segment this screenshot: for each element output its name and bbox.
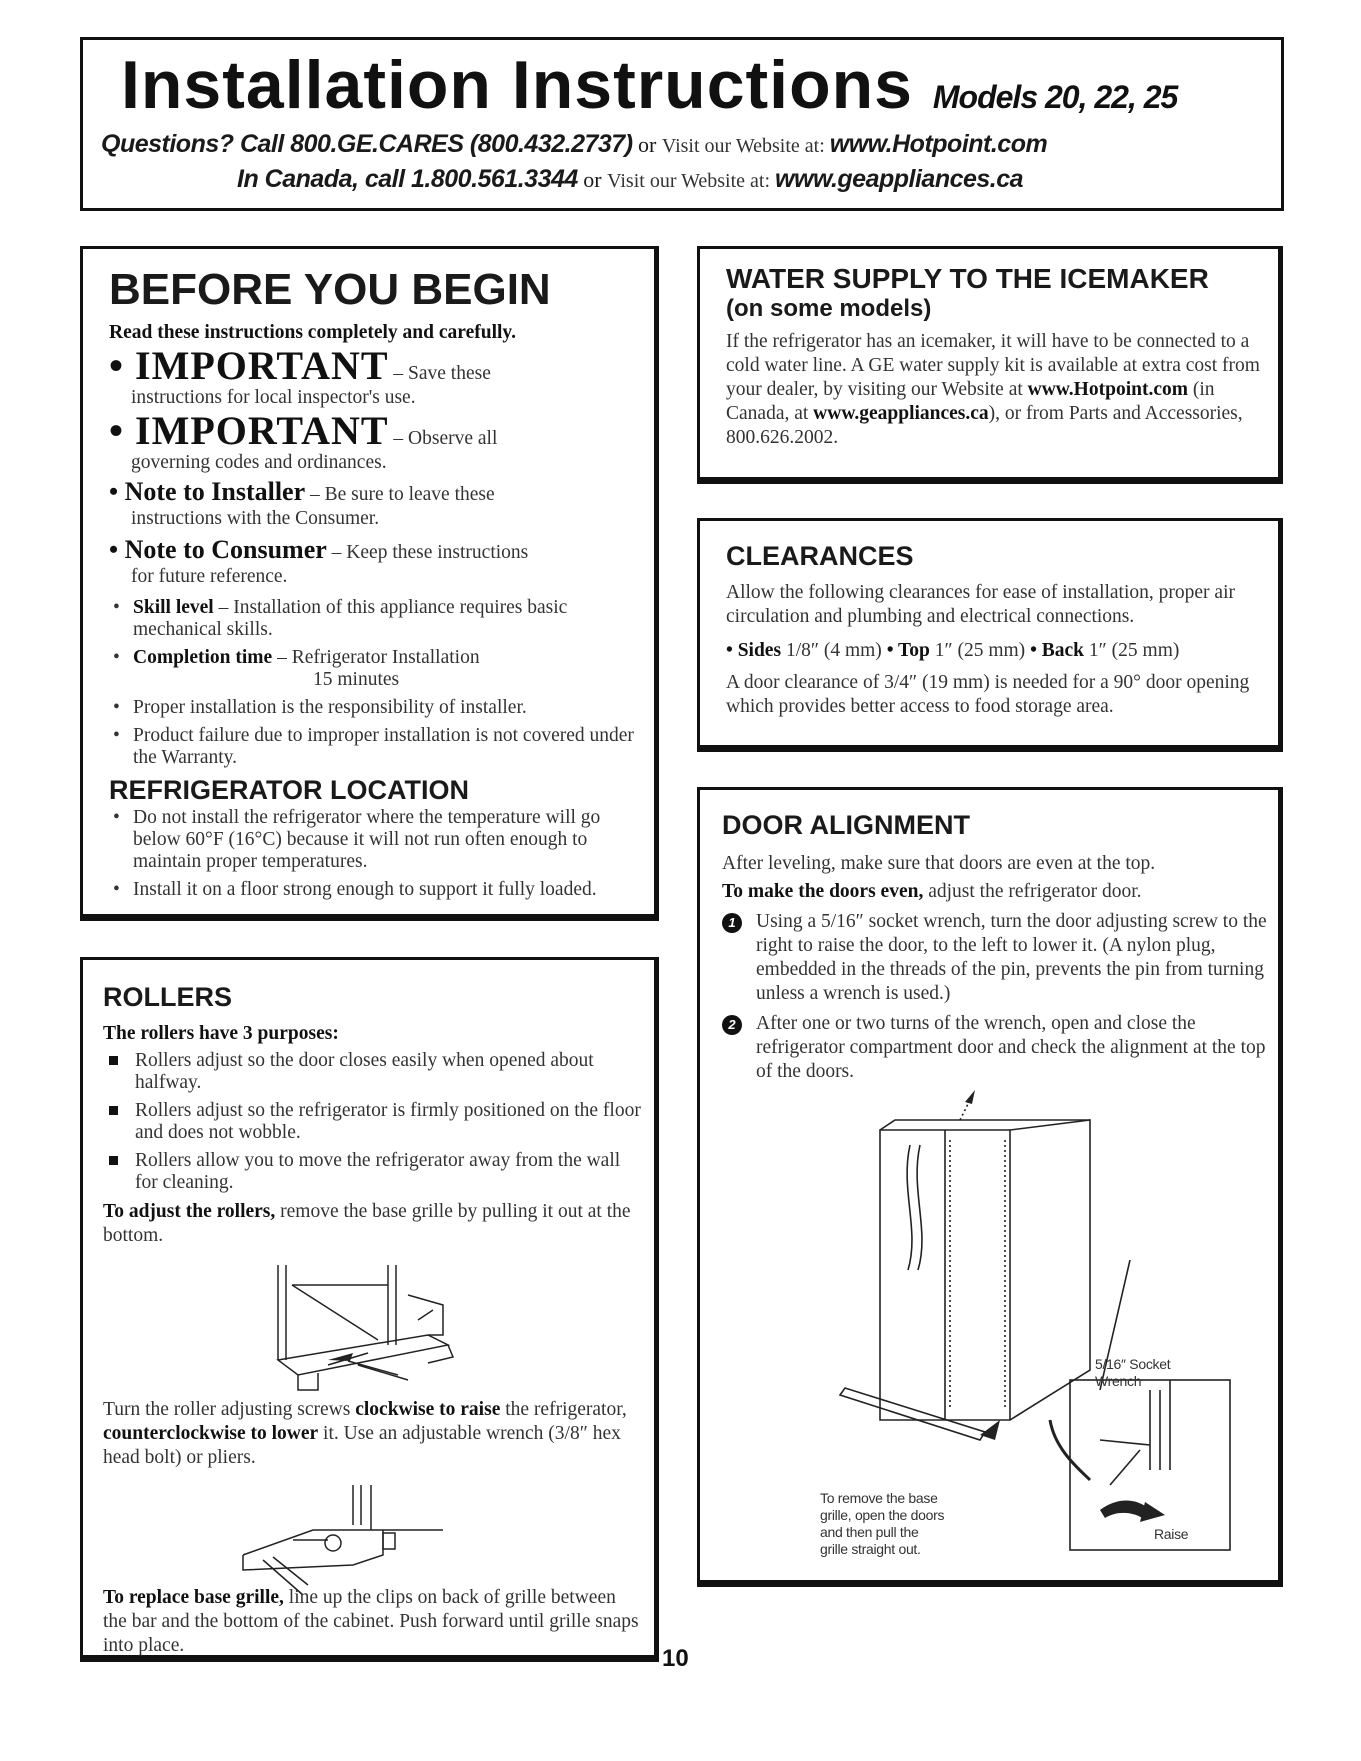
remove-grille-label: To remove the base grille, open the doors and then pull the grille straight out. — [820, 1490, 945, 1557]
models-label: Models 20, 22, 25 — [932, 79, 1178, 115]
geappliances-link[interactable]: www.geappliances.ca — [775, 165, 1024, 193]
water-supply-box — [697, 246, 1283, 484]
read-instructions: Read these instructions completely and carefully. — [109, 322, 516, 343]
before-you-begin-box — [80, 246, 659, 921]
before-title: BEFORE YOU BEGIN — [109, 265, 551, 314]
door-step-1: 1 Using a 5/16″ socket wrench, turn the door adjusting screw to the right to raise the door, to the left to lower it. (A nylon plug, embedded in the threads of the pin, prevents the pin from turning unless a wrench is used.) — [722, 910, 1272, 1006]
replace-grille: To replace base grille, line up the clips on back of grille between the bar and the bottom of the cabinet. Push forward until grille snaps into place. — [103, 1587, 639, 1656]
important-2: • IMPORTANT – Observe all governing codes and ordinances. — [109, 408, 498, 473]
rollers-title: ROLLERS — [103, 982, 233, 1012]
step-1-badge: 1 — [722, 913, 742, 933]
wrench-label: 5/16″ Socket Wrench — [1095, 1356, 1171, 1389]
note-to-consumer: • Note to Consumer – Keep these instructions for future reference. — [109, 535, 529, 587]
adjust-rollers: To adjust the rollers, remove the base grille by pulling it out at the bottom. — [103, 1201, 631, 1246]
header-box — [80, 37, 1284, 211]
rollers-box — [80, 957, 659, 1662]
water-text: If the refrigerator has an icemaker, it will have to be connected to a cold water line. A GE water supply kit is available at extra cost from your dealer, by visiting our Website at www.Hotpoint.com (in Canada, at www.geappliances.ca), or from Parts and Accessories, 800.626.2002. — [726, 331, 1260, 448]
location-item: • Install it on a floor strong enough to support it fully loaded. — [113, 879, 597, 900]
door-title: DOOR ALIGNMENT — [722, 810, 970, 840]
location-title: REFRIGERATOR LOCATION — [109, 775, 469, 805]
proper-installation: • Proper installation is the responsibility of installer. — [113, 697, 527, 718]
step-2-badge: 2 — [722, 1015, 742, 1035]
raise-label: Raise — [1154, 1526, 1189, 1542]
base-grille-illustration — [258, 1265, 588, 1395]
before-list — [109, 597, 639, 769]
note-to-installer: • Note to Installer – Be sure to leave these instructions with the Consumer. — [109, 477, 495, 529]
completion-time: • Completion time – Refrigerator Installation 15 minutes — [113, 647, 480, 690]
clearances-values: • Sides 1/8″ (4 mm) • Top 1″ (25 mm) • Back 1″ (25 mm) — [726, 640, 1180, 661]
location-list — [109, 807, 639, 901]
rollers-list — [103, 1050, 643, 1194]
door-step-2: 2 After one or two turns of the wrench, open and close the refrigerator compartment door and check the alignment at the top of the doors. — [722, 1012, 1272, 1084]
clearances-box — [697, 518, 1283, 752]
page-title: Installation Instructions Models 20, 22, 25 — [121, 47, 1178, 123]
turn-screws: Turn the roller adjusting screws clockwise to raise the refrigerator, counterclockwise to lower it. Use an adjustable wrench (3/8″ hex head bolt) or pliers. — [103, 1399, 627, 1468]
page-number: 10 — [662, 1645, 689, 1672]
rollers-item: Rollers adjust so the refrigerator is firmly positioned on the floor and does not wobble. — [107, 1100, 643, 1144]
clearances-title: CLEARANCES — [726, 541, 914, 571]
door-after: After leveling, make sure that doors are even at the top. — [722, 853, 1156, 874]
location-item: • Do not install the refrigerator where the temperature will go below 60°F (16°C) because it will not run often enough to maintain proper temperatures. — [113, 807, 601, 872]
door-alignment-box — [697, 787, 1283, 1587]
header-line-2: In Canada, call 1.800.561.3344 or Visit our Website at: www.geappliances.ca — [237, 165, 1024, 193]
hotpoint-link[interactable]: www.Hotpoint.com — [829, 130, 1048, 158]
water-subtitle: (on some models) — [726, 295, 932, 322]
product-failure: • Product failure due to improper installation is not covered under the Warranty. — [113, 725, 634, 768]
skill-level: • Skill level – Installation of this appliance requires basic mechanical skills. — [113, 597, 568, 640]
door-even: To make the doors even, adjust the refrigerator door. — [722, 881, 1142, 902]
rollers-item: Rollers allow you to move the refrigerator away from the wall for cleaning. — [107, 1150, 643, 1194]
water-title: WATER SUPPLY TO THE ICEMAKER — [726, 263, 1209, 294]
door-clearance: A door clearance of 3/4″ (19 mm) is needed for a 90° door opening which provides better access to food storage area. — [726, 672, 1250, 717]
rollers-item: Rollers adjust so the door closes easily when opened about halfway. — [107, 1050, 643, 1094]
rollers-purposes: The rollers have 3 purposes: — [103, 1023, 339, 1044]
header-line-1: Questions? Call 800.GE.CARES (800.432.2737) or Visit our Website at: www.Hotpoint.com — [101, 130, 1048, 158]
important-1: • IMPORTANT – Save these instructions for local inspector's use. — [109, 343, 491, 408]
clearances-intro: Allow the following clearances for ease of installation, proper air circulation and plumbing and electrical connections. — [726, 582, 1235, 627]
